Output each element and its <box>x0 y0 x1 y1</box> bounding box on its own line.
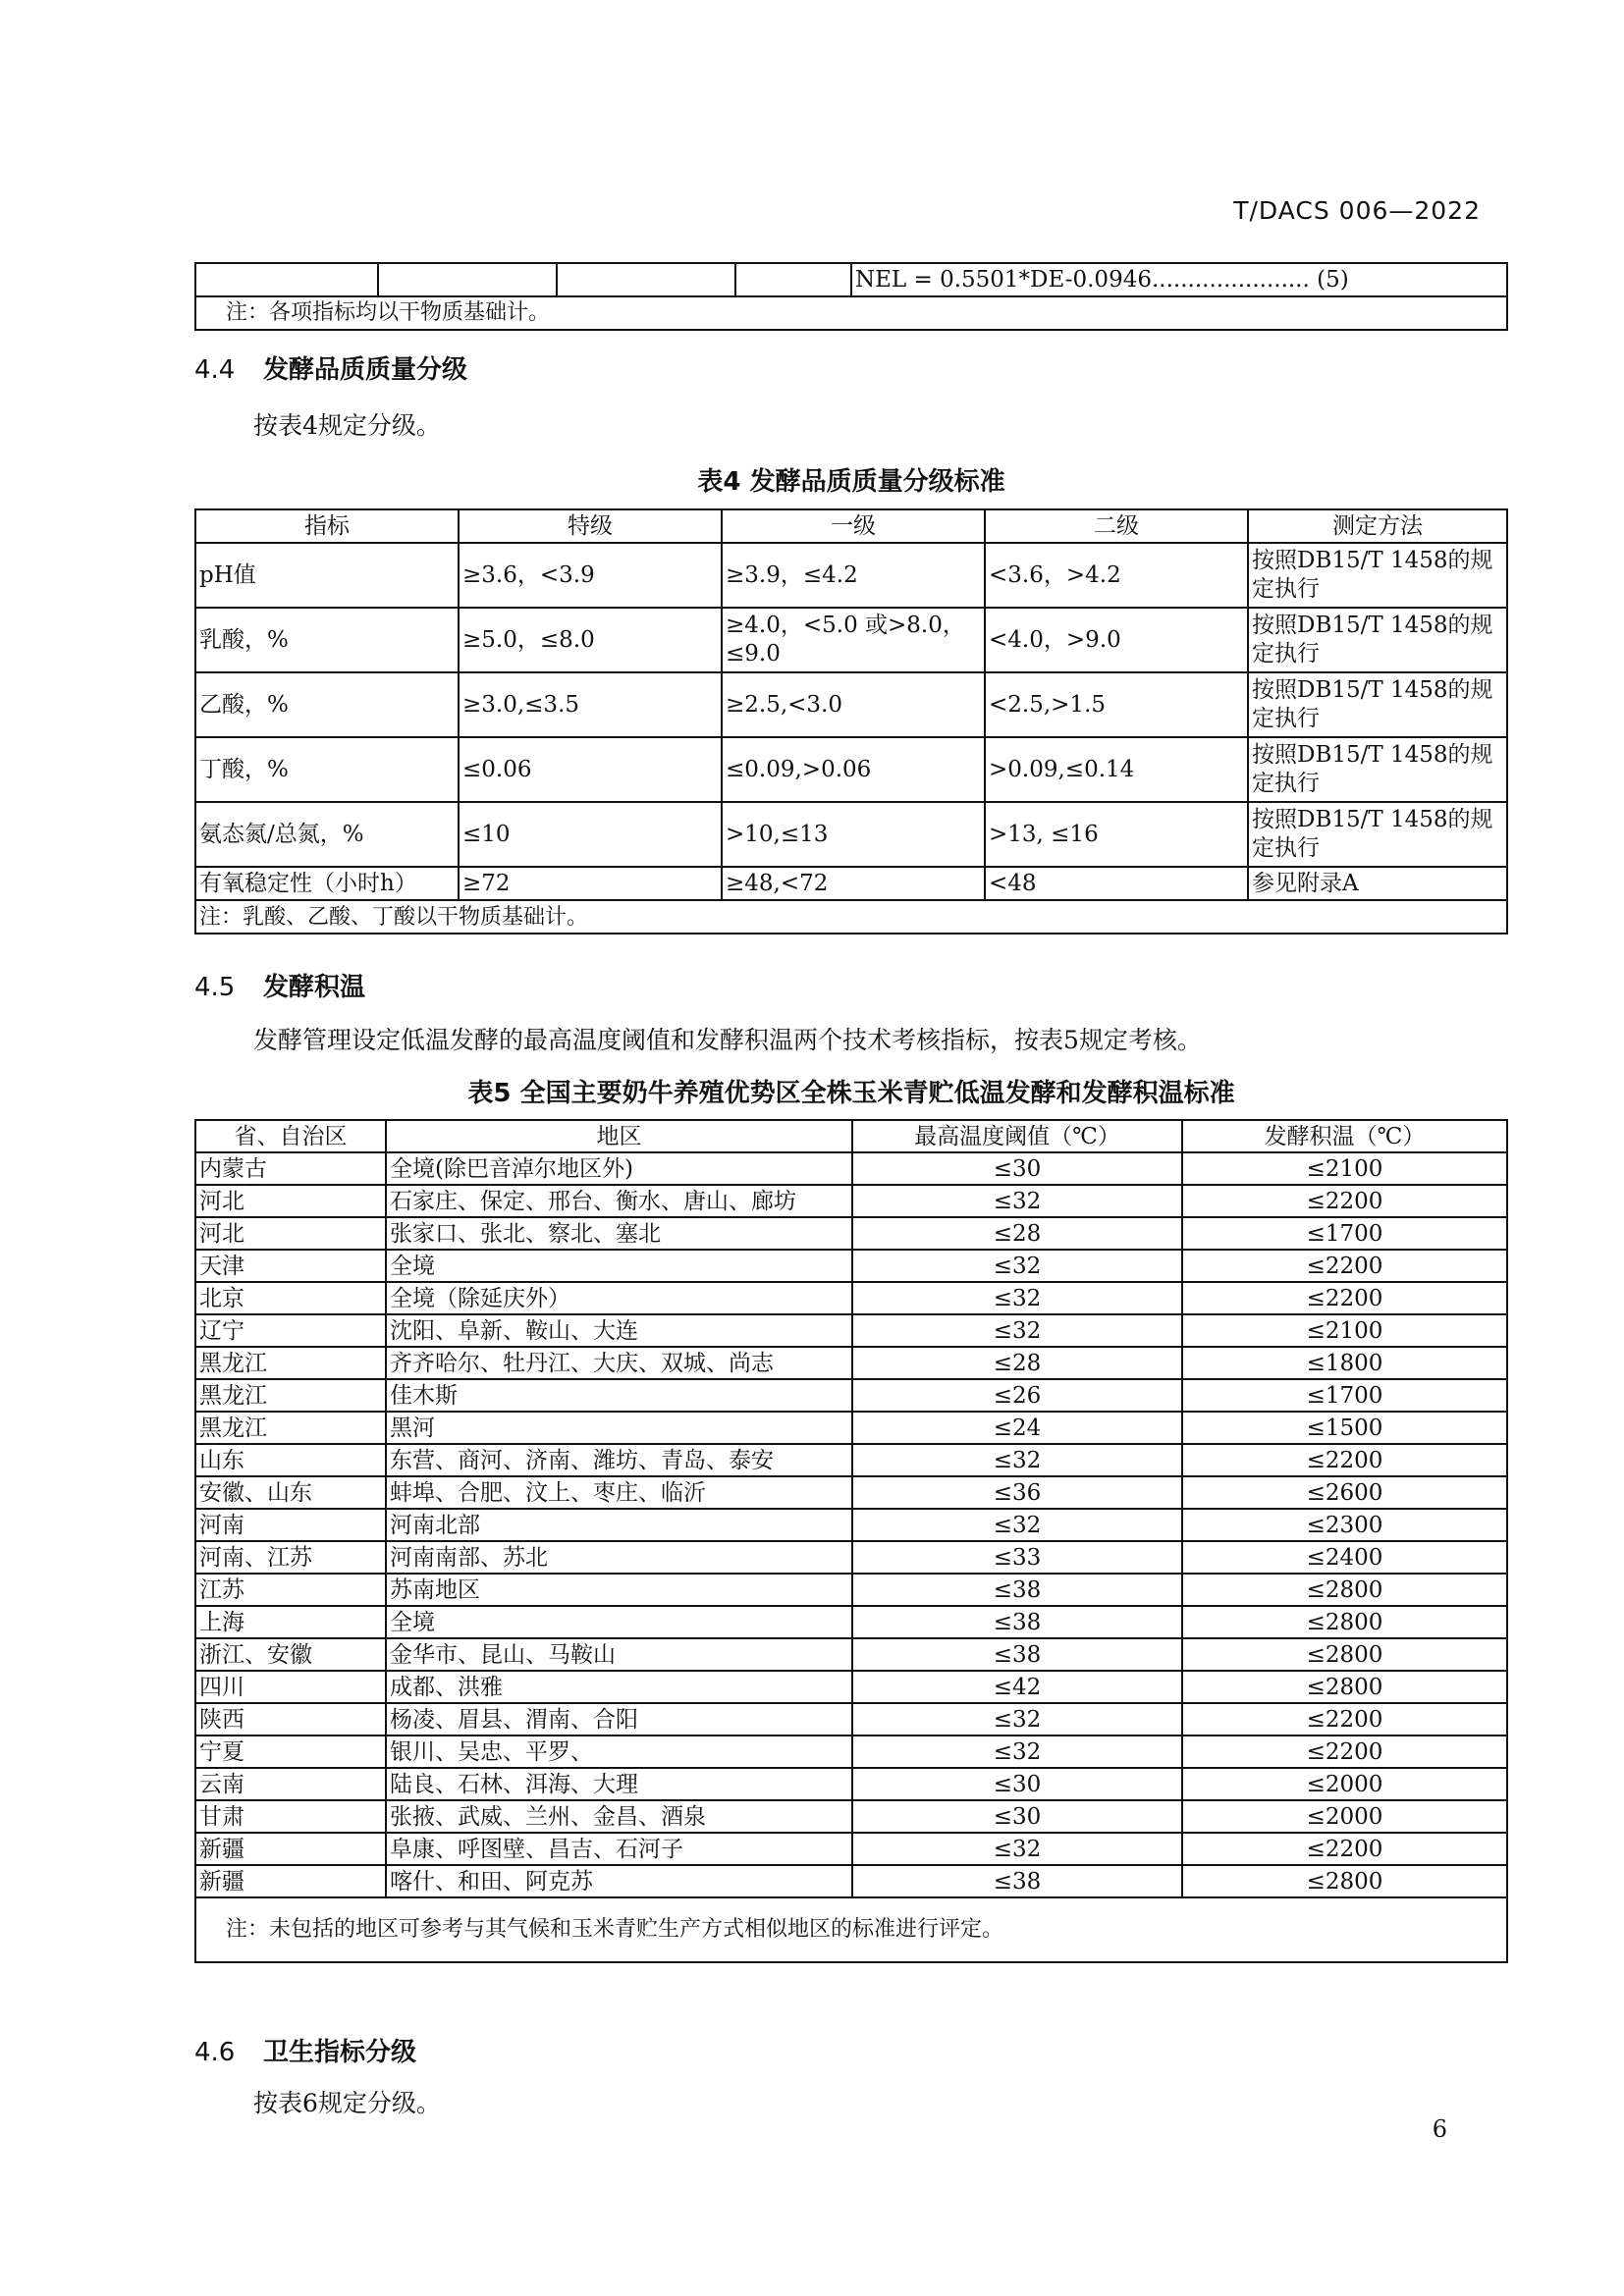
table-cell: 全境 <box>386 1606 852 1638</box>
table-cell: ≤2300 <box>1182 1509 1507 1541</box>
section-title: 卫生指标分级 <box>263 2038 417 2067</box>
table-cell: ≤2200 <box>1182 1444 1507 1476</box>
table-cell: ≤24 <box>852 1412 1182 1444</box>
column-header: 指标 <box>195 509 459 543</box>
table-row <box>195 1671 1507 1703</box>
table-cell: 安徽、山东 <box>195 1476 386 1509</box>
table-row <box>195 1735 1507 1768</box>
table-cell: ≤2200 <box>1182 1282 1507 1314</box>
table-cell: ≤2800 <box>1182 1574 1507 1606</box>
table-cell: 甘肃 <box>195 1800 386 1833</box>
table-row <box>195 737 1507 802</box>
table-row <box>195 1314 1507 1347</box>
table-cell: ≤1500 <box>1182 1412 1507 1444</box>
table-cell: 山东 <box>195 1444 386 1476</box>
table-cell: 辽宁 <box>195 1314 386 1347</box>
table-row <box>195 1282 1507 1314</box>
table-cell: 银川、吴忠、平罗、 <box>386 1735 852 1768</box>
table-cell: >13, ≤16 <box>985 802 1248 867</box>
table-cell: ≤32 <box>852 1703 1182 1735</box>
table-cell: ≤2000 <box>1182 1768 1507 1800</box>
section-heading-4-4 <box>194 349 467 386</box>
table-cell: >0.09,≤0.14 <box>985 737 1248 802</box>
table-cell: 按照DB15/T 1458的规定执行 <box>1248 802 1507 867</box>
table-cell: ≤2800 <box>1182 1606 1507 1638</box>
table-cell: 乙酸，% <box>195 672 459 737</box>
page-number: 6 <box>1432 2115 1447 2143</box>
table-cell: ≤2000 <box>1182 1800 1507 1833</box>
table-cell: ≤1800 <box>1182 1347 1507 1379</box>
table-cell: ≤32 <box>852 1833 1182 1865</box>
table-cell: 蚌埠、合肥、汶上、枣庄、临沂 <box>386 1476 852 1509</box>
section-title: 发酵品质质量分级 <box>263 355 468 385</box>
table-cell: ≤2100 <box>1182 1152 1507 1185</box>
table-cell: ≤30 <box>852 1768 1182 1800</box>
table-note: 注：未包括的地区可参考与其气候和玉米青贮生产方式相似地区的标准进行评定。 <box>195 1897 1507 1962</box>
table-cell: 杨凌、眉县、渭南、合阳 <box>386 1703 852 1735</box>
table-cell: ≤32 <box>852 1444 1182 1476</box>
table-cell: ≤2800 <box>1182 1638 1507 1671</box>
table-cell: 天津 <box>195 1250 386 1282</box>
column-header: 地区 <box>386 1120 852 1152</box>
table-cell: 四川 <box>195 1671 386 1703</box>
table-cell: ≤2200 <box>1182 1735 1507 1768</box>
table-row <box>195 672 1507 737</box>
table-cell: ≥72 <box>459 867 722 900</box>
table-row <box>195 1541 1507 1574</box>
column-header: 特级 <box>459 509 722 543</box>
table-cell: 江苏 <box>195 1574 386 1606</box>
table-cell: 苏南地区 <box>386 1574 852 1606</box>
table-cell: 浙江、安徽 <box>195 1638 386 1671</box>
table-cell: ≤2800 <box>1182 1865 1507 1897</box>
table-cell: 河北 <box>195 1185 386 1217</box>
table-cell: 全境(除巴音淖尔地区外) <box>386 1152 852 1185</box>
table-cell: 佳木斯 <box>386 1379 852 1412</box>
table5 <box>194 1119 1508 1963</box>
table-cell: ≤1700 <box>1182 1217 1507 1250</box>
table-cell: 云南 <box>195 1768 386 1800</box>
table-cell: 喀什、和田、阿克苏 <box>386 1865 852 1897</box>
table-cell: ≤30 <box>852 1800 1182 1833</box>
table-cell: 河南南部、苏北 <box>386 1541 852 1574</box>
column-header: 最高温度阈值（℃） <box>852 1120 1182 1152</box>
table-cell: ≤38 <box>852 1574 1182 1606</box>
table-cell: ≥5.0，≤8.0 <box>459 608 722 672</box>
table-row <box>195 543 1507 608</box>
table-cell: 黑龙江 <box>195 1347 386 1379</box>
table-cell: <4.0，>9.0 <box>985 608 1248 672</box>
table-cell: ≤2200 <box>1182 1703 1507 1735</box>
table-row <box>195 867 1507 900</box>
table-cell: ≤36 <box>852 1476 1182 1509</box>
table-cell: 新疆 <box>195 1833 386 1865</box>
table-cell: ≤2200 <box>1182 1185 1507 1217</box>
table-row <box>195 1509 1507 1541</box>
table-cell: 成都、洪雅 <box>386 1671 852 1703</box>
table-cell: 张家口、张北、察北、塞北 <box>386 1217 852 1250</box>
section-heading-4-6 <box>194 2032 416 2068</box>
table-cell: ≥3.0,≤3.5 <box>459 672 722 737</box>
table-row <box>195 1574 1507 1606</box>
section-number: 4.5 <box>194 973 236 1002</box>
table-cell: 河北 <box>195 1217 386 1250</box>
table-cell: 有氧稳定性（小时h） <box>195 867 459 900</box>
table-cell: ≤32 <box>852 1509 1182 1541</box>
table-cell: 黑龙江 <box>195 1412 386 1444</box>
table-note-row <box>195 1897 1507 1962</box>
table-cell: 宁夏 <box>195 1735 386 1768</box>
table-cell: pH值 <box>195 543 459 608</box>
table-row <box>195 1476 1507 1509</box>
table-cell: ≤1700 <box>1182 1379 1507 1412</box>
table-row <box>195 1152 1507 1185</box>
table-cell: 内蒙古 <box>195 1152 386 1185</box>
table-cell: 陕西 <box>195 1703 386 1735</box>
paragraph: 按表6规定分级。 <box>253 2089 441 2117</box>
table-cell: <2.5,>1.5 <box>985 672 1248 737</box>
table-cell: ≤42 <box>852 1671 1182 1703</box>
table-cell: ≤30 <box>852 1152 1182 1185</box>
table-cell: ≤0.06 <box>459 737 722 802</box>
table-cell: ≤0.09,>0.06 <box>722 737 985 802</box>
column-header: 测定方法 <box>1248 509 1507 543</box>
table-row <box>195 802 1507 867</box>
table-cell: 新疆 <box>195 1865 386 1897</box>
table-cell: 氨态氮/总氮，% <box>195 802 459 867</box>
table-row <box>195 1833 1507 1865</box>
table-cell: 按照DB15/T 1458的规定执行 <box>1248 608 1507 672</box>
table-cell: ≤2100 <box>1182 1314 1507 1347</box>
table-cell: 河南、江苏 <box>195 1541 386 1574</box>
table-cell: ≥4.0，<5.0 或>8.0，≤9.0 <box>722 608 985 672</box>
table5-caption: 表5 全国主要奶牛养殖优势区全株玉米青贮低温发酵和发酵积温标准 <box>467 1079 1235 1108</box>
table-cell: 按照DB15/T 1458的规定执行 <box>1248 737 1507 802</box>
table-cell: ≤28 <box>852 1217 1182 1250</box>
table-cell: ≤28 <box>852 1347 1182 1379</box>
table-cell: ≤32 <box>852 1185 1182 1217</box>
table3-tail <box>194 262 1508 331</box>
table-cell: ≤32 <box>852 1250 1182 1282</box>
table-row <box>195 1444 1507 1476</box>
table-cell: >10,≤13 <box>722 802 985 867</box>
table-cell: ≥3.9，≤4.2 <box>722 543 985 608</box>
table-cell: 齐齐哈尔、牡丹江、大庆、双城、尚志 <box>386 1347 852 1379</box>
table-cell: ≤32 <box>852 1735 1182 1768</box>
table-cell: ≤2600 <box>1182 1476 1507 1509</box>
table-cell: ≤33 <box>852 1541 1182 1574</box>
table-cell: ≥2.5,<3.0 <box>722 672 985 737</box>
formula-cell: NEL = 0.5501*DE-0.0946...................... (5) <box>851 263 1507 296</box>
table-note: 注：各项指标均以干物质基础计。 <box>195 296 1507 330</box>
table-cell: 东营、商河、济南、潍坊、青岛、泰安 <box>386 1444 852 1476</box>
section-heading-4-5 <box>194 967 365 1003</box>
table-cell: 按照DB15/T 1458的规定执行 <box>1248 543 1507 608</box>
table-cell: ≤26 <box>852 1379 1182 1412</box>
table-cell: ≤2200 <box>1182 1250 1507 1282</box>
table-note-row <box>195 900 1507 934</box>
table-row <box>195 608 1507 672</box>
column-header: 一级 <box>722 509 985 543</box>
table-cell: ≥3.6，<3.9 <box>459 543 722 608</box>
table-note-row <box>195 296 1507 330</box>
table-row <box>195 1185 1507 1217</box>
table-cell: ≤2800 <box>1182 1671 1507 1703</box>
table-header-row <box>195 509 1507 543</box>
table-cell: 阜康、呼图壁、昌吉、石河子 <box>386 1833 852 1865</box>
table-row <box>195 1347 1507 1379</box>
table-cell: ≤32 <box>852 1282 1182 1314</box>
table-cell: ≤10 <box>459 802 722 867</box>
table-row <box>195 1217 1507 1250</box>
table-row <box>195 1379 1507 1412</box>
table4-caption: 表4 发酵品质质量分级标准 <box>697 467 1005 497</box>
column-header: 省、自治区 <box>195 1120 386 1152</box>
table-cell: 沈阳、阜新、鞍山、大连 <box>386 1314 852 1347</box>
paragraph: 按表4规定分级。 <box>253 411 441 440</box>
table-cell: 丁酸，% <box>195 737 459 802</box>
table-cell: 按照DB15/T 1458的规定执行 <box>1248 672 1507 737</box>
table-cell: 河南北部 <box>386 1509 852 1541</box>
table-cell: 参见附录A <box>1248 867 1507 900</box>
table-row <box>195 1638 1507 1671</box>
table-cell: <48 <box>985 867 1248 900</box>
table-cell: <3.6，>4.2 <box>985 543 1248 608</box>
table-cell: ≤2200 <box>1182 1833 1507 1865</box>
table-row <box>195 1412 1507 1444</box>
table-cell: 石家庄、保定、邢台、衡水、唐山、廊坊 <box>386 1185 852 1217</box>
table-cell: 金华市、昆山、马鞍山 <box>386 1638 852 1671</box>
table-row <box>195 1703 1507 1735</box>
table-row <box>195 1800 1507 1833</box>
table-cell: 黑河 <box>386 1412 852 1444</box>
table-row <box>195 1768 1507 1800</box>
table4 <box>194 508 1508 934</box>
table-note: 注：乳酸、乙酸、丁酸以干物质基础计。 <box>195 900 1507 934</box>
table-cell: 乳酸，% <box>195 608 459 672</box>
section-number: 4.6 <box>194 2038 236 2067</box>
table-cell: 黑龙江 <box>195 1379 386 1412</box>
column-header: 发酵积温（℃） <box>1182 1120 1507 1152</box>
column-header: 二级 <box>985 509 1248 543</box>
table-cell: ≤38 <box>852 1865 1182 1897</box>
table-header-row <box>195 1120 1507 1152</box>
section-title: 发酵积温 <box>263 973 366 1002</box>
table-cell: ≤2400 <box>1182 1541 1507 1574</box>
table-cell: 北京 <box>195 1282 386 1314</box>
table-cell: 张掖、武威、兰州、金昌、酒泉 <box>386 1800 852 1833</box>
table-cell: 河南 <box>195 1509 386 1541</box>
section-number: 4.4 <box>194 355 236 385</box>
table-cell: ≤32 <box>852 1314 1182 1347</box>
table-cell: 陆良、石林、洱海、大理 <box>386 1768 852 1800</box>
table-row <box>195 1865 1507 1897</box>
table-row <box>195 263 1507 296</box>
table-row <box>195 1250 1507 1282</box>
table-cell: ≤38 <box>852 1606 1182 1638</box>
table-cell: 上海 <box>195 1606 386 1638</box>
table-cell: ≤38 <box>852 1638 1182 1671</box>
table-cell: ≥48,<72 <box>722 867 985 900</box>
paragraph: 发酵管理设定低温发酵的最高温度阈值和发酵积温两个技术考核指标，按表5规定考核。 <box>253 1026 1202 1054</box>
table-row <box>195 1606 1507 1638</box>
table-cell: 全境 <box>386 1250 852 1282</box>
table-cell: 全境（除延庆外） <box>386 1282 852 1314</box>
document-code: T/DACS 006—2022 <box>1233 196 1481 225</box>
